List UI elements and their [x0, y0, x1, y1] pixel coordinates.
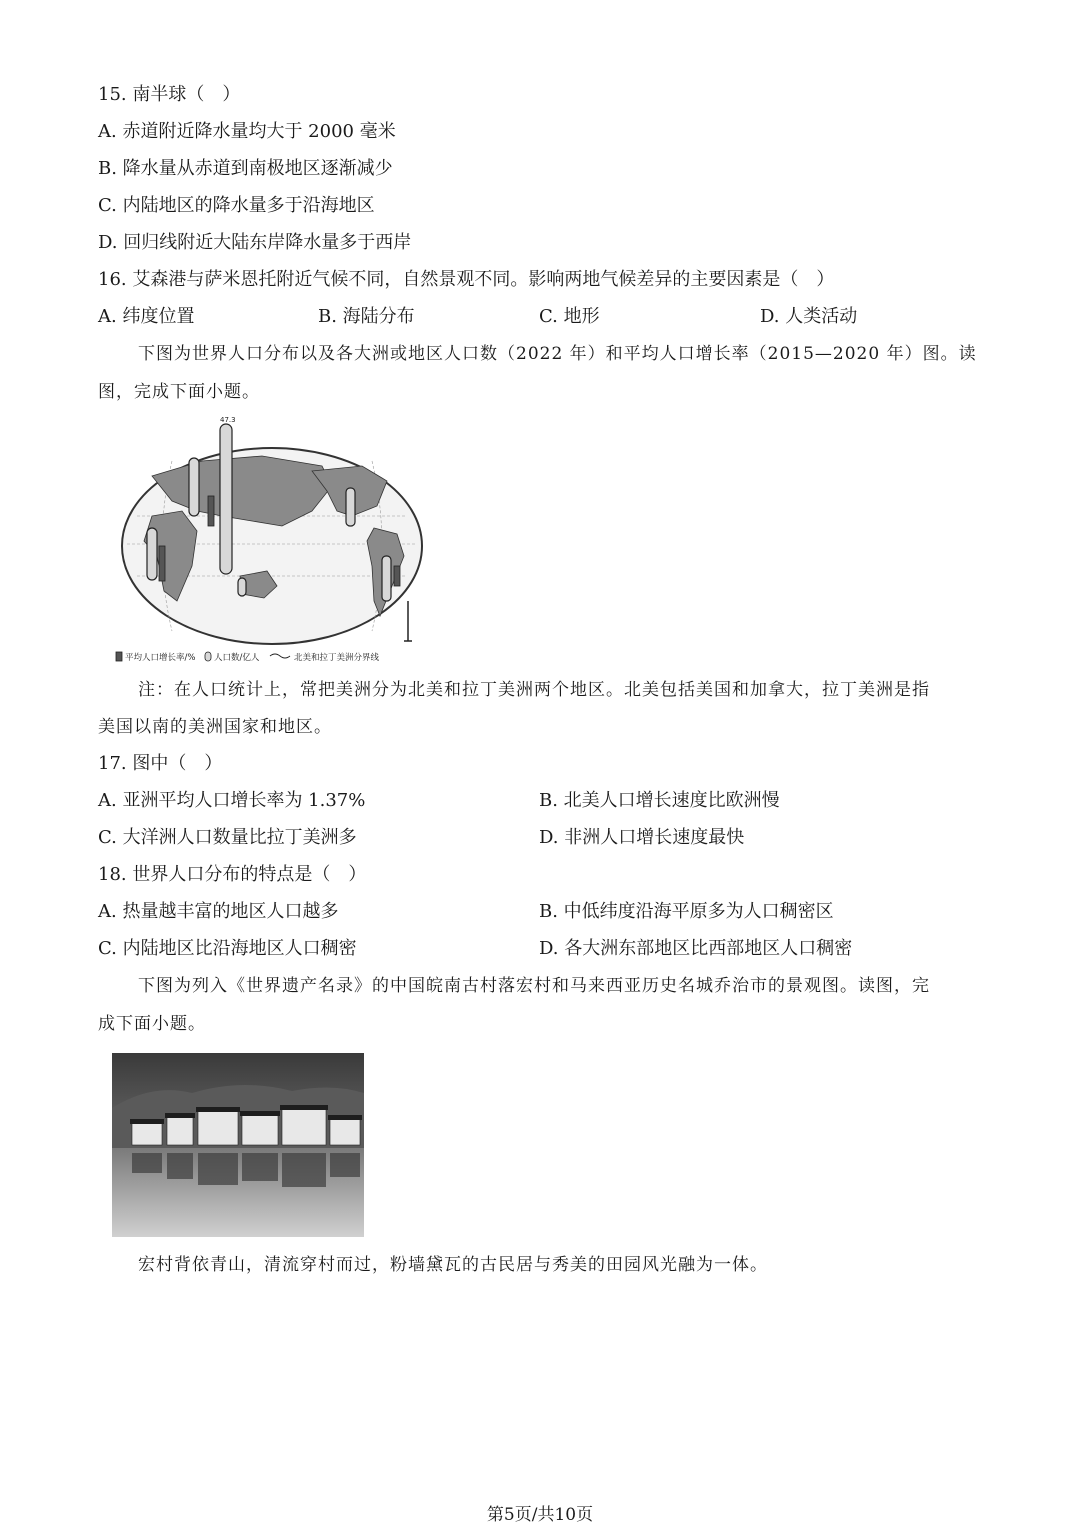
q17-option-c: C. 大洋洲人口数量比拉丁美洲多	[98, 827, 357, 848]
q15-option-a: A. 赤道附近降水量均大于 2000 毫米	[98, 121, 396, 142]
q15-option-b: B. 降水量从赤道到南极地区逐渐减少	[98, 158, 393, 179]
rate-bar-africa	[159, 546, 165, 581]
q16-stem: 16. 艾森港与萨米恩托附近气候不同，自然景观不同。影响两地气候差异的主要因素是（ ）	[98, 269, 835, 290]
rate-bar-latin-america	[394, 566, 400, 586]
q18-option-c: C. 内陆地区比沿海地区人口稠密	[98, 938, 357, 959]
bar-africa	[147, 528, 157, 580]
legend-pop-swatch	[205, 652, 211, 661]
bar-latin-america	[382, 556, 391, 601]
q16-option-d: D. 人类活动	[760, 306, 858, 327]
legend-pop-label: 人口数/亿人	[214, 653, 260, 663]
q17-option-d: D. 非洲人口增长速度最快	[539, 827, 745, 848]
legend-rate-label: 平均人口增长率/%	[125, 653, 196, 663]
rate-bar-asia	[208, 496, 214, 526]
world-population-map	[112, 416, 430, 666]
intro1-line1: 下图为世界人口分布以及各大洲或地区人口数（2022 年）和平均人口增长率（2015—2020 年）图。读	[138, 344, 977, 364]
note-line1: 注：在人口统计上，常把美洲分为北美和拉丁美洲两个地区。北美包括美国和加拿大，拉丁美洲是指	[138, 680, 930, 700]
q15-stem: 15. 南半球（ ）	[98, 84, 241, 105]
bar-oceania	[238, 578, 246, 596]
q17-option-a: A. 亚洲平均人口增长率为 1.37%	[98, 790, 366, 811]
hongcun-photo	[112, 1053, 364, 1237]
photo-caption: 宏村背依青山，清流穿村而过，粉墙黛瓦的古民居与秀美的田园风光融为一体。	[138, 1255, 768, 1275]
map-scale-bar	[404, 601, 412, 641]
q18-option-b: B. 中低纬度沿海平原多为人口稠密区	[539, 901, 834, 922]
intro2-line2: 成下面小题。	[98, 1014, 206, 1034]
note-line2: 美国以南的美洲国家和地区。	[98, 717, 332, 737]
legend-divide-swatch	[270, 654, 290, 658]
map-legend	[116, 652, 380, 663]
q16-option-c: C. 地形	[539, 306, 600, 327]
bar-asia	[220, 424, 232, 574]
legend-divide-label: 北美和拉丁美洲分界线	[294, 653, 380, 663]
legend-rate-swatch	[116, 652, 122, 661]
page-number: 第5页/共10页	[486, 1505, 594, 1525]
q15-option-d: D. 回归线附近大陆东岸降水量多于西岸	[98, 232, 412, 253]
q15-option-c: C. 内陆地区的降水量多于沿海地区	[98, 195, 375, 216]
intro2-line1: 下图为列入《世界遗产名录》的中国皖南古村落宏村和马来西亚历史名城乔治市的景观图。读图，完	[138, 976, 930, 996]
q17-stem: 17. 图中（ ）	[98, 753, 223, 774]
q17-option-b: B. 北美人口增长速度比欧洲慢	[539, 790, 780, 811]
q18-option-a: A. 热量越丰富的地区人口越多	[98, 901, 339, 922]
q18-option-d: D. 各大洲东部地区比西部地区人口稠密	[539, 938, 853, 959]
q16-option-a: A. 纬度位置	[98, 306, 195, 327]
q18-stem: 18. 世界人口分布的特点是（ ）	[98, 864, 367, 885]
bar-europe	[189, 458, 199, 516]
intro1-line2: 图，完成下面小题。	[98, 382, 260, 402]
bar-north-america	[346, 488, 355, 526]
q16-option-b: B. 海陆分布	[318, 306, 415, 327]
map-top-value: 47.3	[220, 416, 236, 424]
